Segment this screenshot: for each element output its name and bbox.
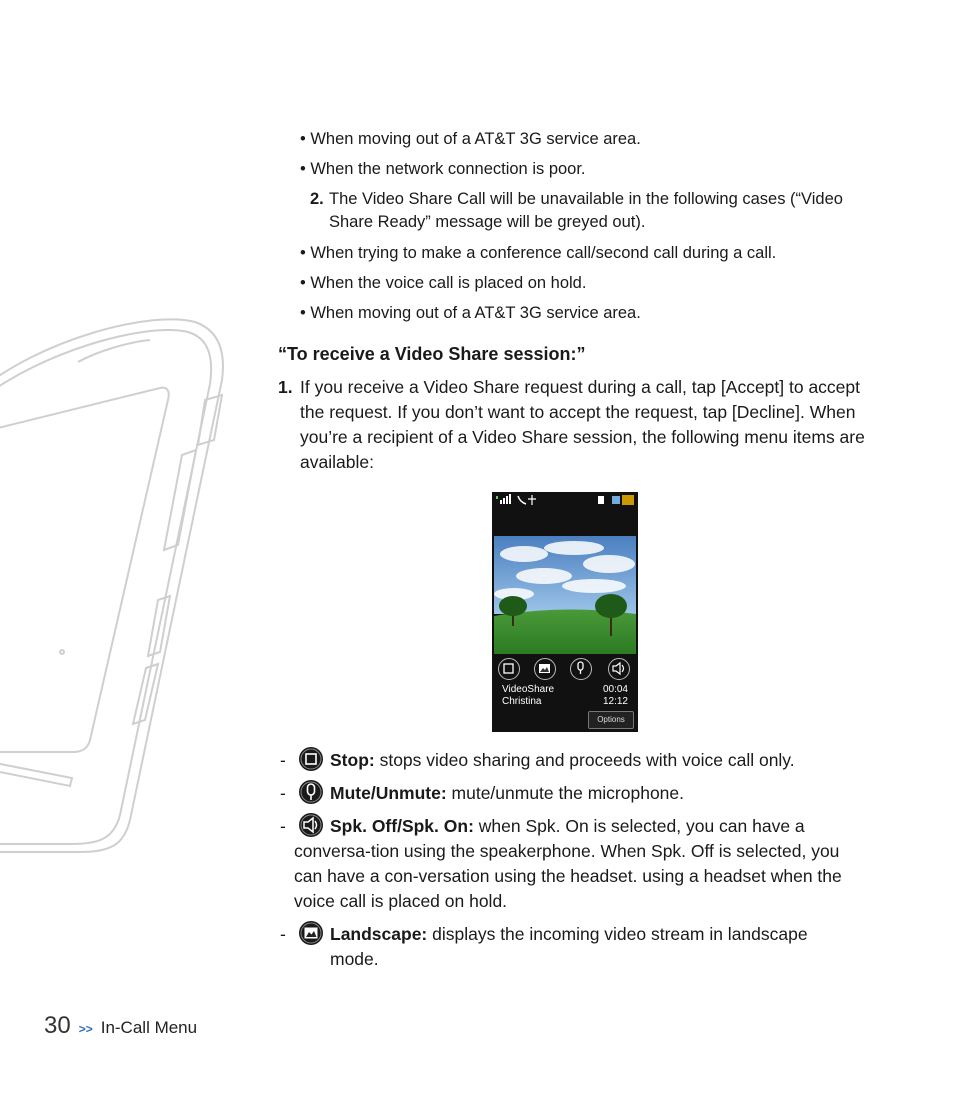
landscape-photo (494, 536, 636, 654)
item-text: mute/unmute the microphone. (446, 783, 685, 803)
call-time: 12:12 (602, 696, 628, 707)
menu-items-list (280, 748, 860, 980)
options-button: Options (588, 711, 634, 729)
screen-button-row (492, 656, 638, 682)
menu-item-landscape (280, 922, 860, 972)
item-label: Spk. Off/Spk. On: (330, 816, 474, 836)
menu-item-speaker (280, 814, 860, 914)
bullet-item: • When moving out of a AT&T 3G service area. (300, 130, 641, 148)
bullet-item: • When trying to make a conference call/second call during a call. (300, 244, 777, 262)
item-label: Stop: (330, 750, 375, 770)
item-text: when Spk. On is selected, you can have a conversa-tion using the speakerphone. When Spk. Off is selected, you can have a con-versation using the headset. using a headset when the voice call is placed on hold. (294, 816, 842, 911)
speaker-icon (608, 658, 630, 680)
section-heading: “To receive a Video Share session:” (278, 344, 586, 364)
bullet-item: • When the network connection is poor. (300, 160, 586, 178)
stop-icon (298, 746, 324, 772)
menu-item-stop (280, 748, 860, 773)
chevron-right-icon: >> (78, 1022, 93, 1036)
step-number: 1. (278, 377, 293, 397)
landscape-icon (534, 658, 556, 680)
call-info (502, 684, 630, 708)
speaker-icon (298, 812, 324, 838)
bullet-item: • When moving out of a AT&T 3G service area. (300, 304, 641, 322)
bullet-item: • When the voice call is placed on hold. (300, 274, 587, 292)
item-dash: - (280, 816, 286, 836)
item-text: displays the incoming video stream in landscape mode. (330, 924, 808, 969)
caller-name: Christina (502, 696, 542, 707)
item-text: The Video Share Call will be unavailable in the following cases (“Video Share Ready” message will be greyed out). (329, 190, 843, 231)
item-dash: - (280, 924, 286, 944)
mic-icon (570, 658, 592, 680)
item-label: Mute/Unmute: (330, 783, 447, 803)
item-text: stops video sharing and proceeds with voice call only. (374, 750, 795, 770)
page-number: 30 (44, 1012, 71, 1039)
item-dash: - (280, 783, 286, 803)
page-footer (44, 1012, 197, 1040)
call-type-label: VideoShare (502, 684, 555, 695)
section-name: In-Call Menu (100, 1018, 198, 1037)
step-text: If you receive a Video Share request during a call, tap [Accept] to accept the request. If you don’t want to accept the request, tap [Decline]. When you’re a recipient of a Video Share session, the following menu items are available: (300, 377, 865, 472)
main-content (276, 128, 866, 724)
item-number: 2. (310, 190, 324, 208)
step-1 (278, 375, 866, 475)
numbered-item-2 (310, 188, 866, 234)
phone-outline-illustration (0, 300, 240, 860)
landscape-icon (298, 920, 324, 946)
stop-icon (498, 658, 520, 680)
item-dash: - (280, 750, 286, 770)
mic-icon (298, 779, 324, 805)
menu-item-mute (280, 781, 860, 806)
call-duration: 00:04 (602, 684, 628, 695)
phone-screenshot (492, 492, 638, 732)
status-bar (492, 492, 638, 508)
item-label: Landscape: (330, 924, 428, 944)
